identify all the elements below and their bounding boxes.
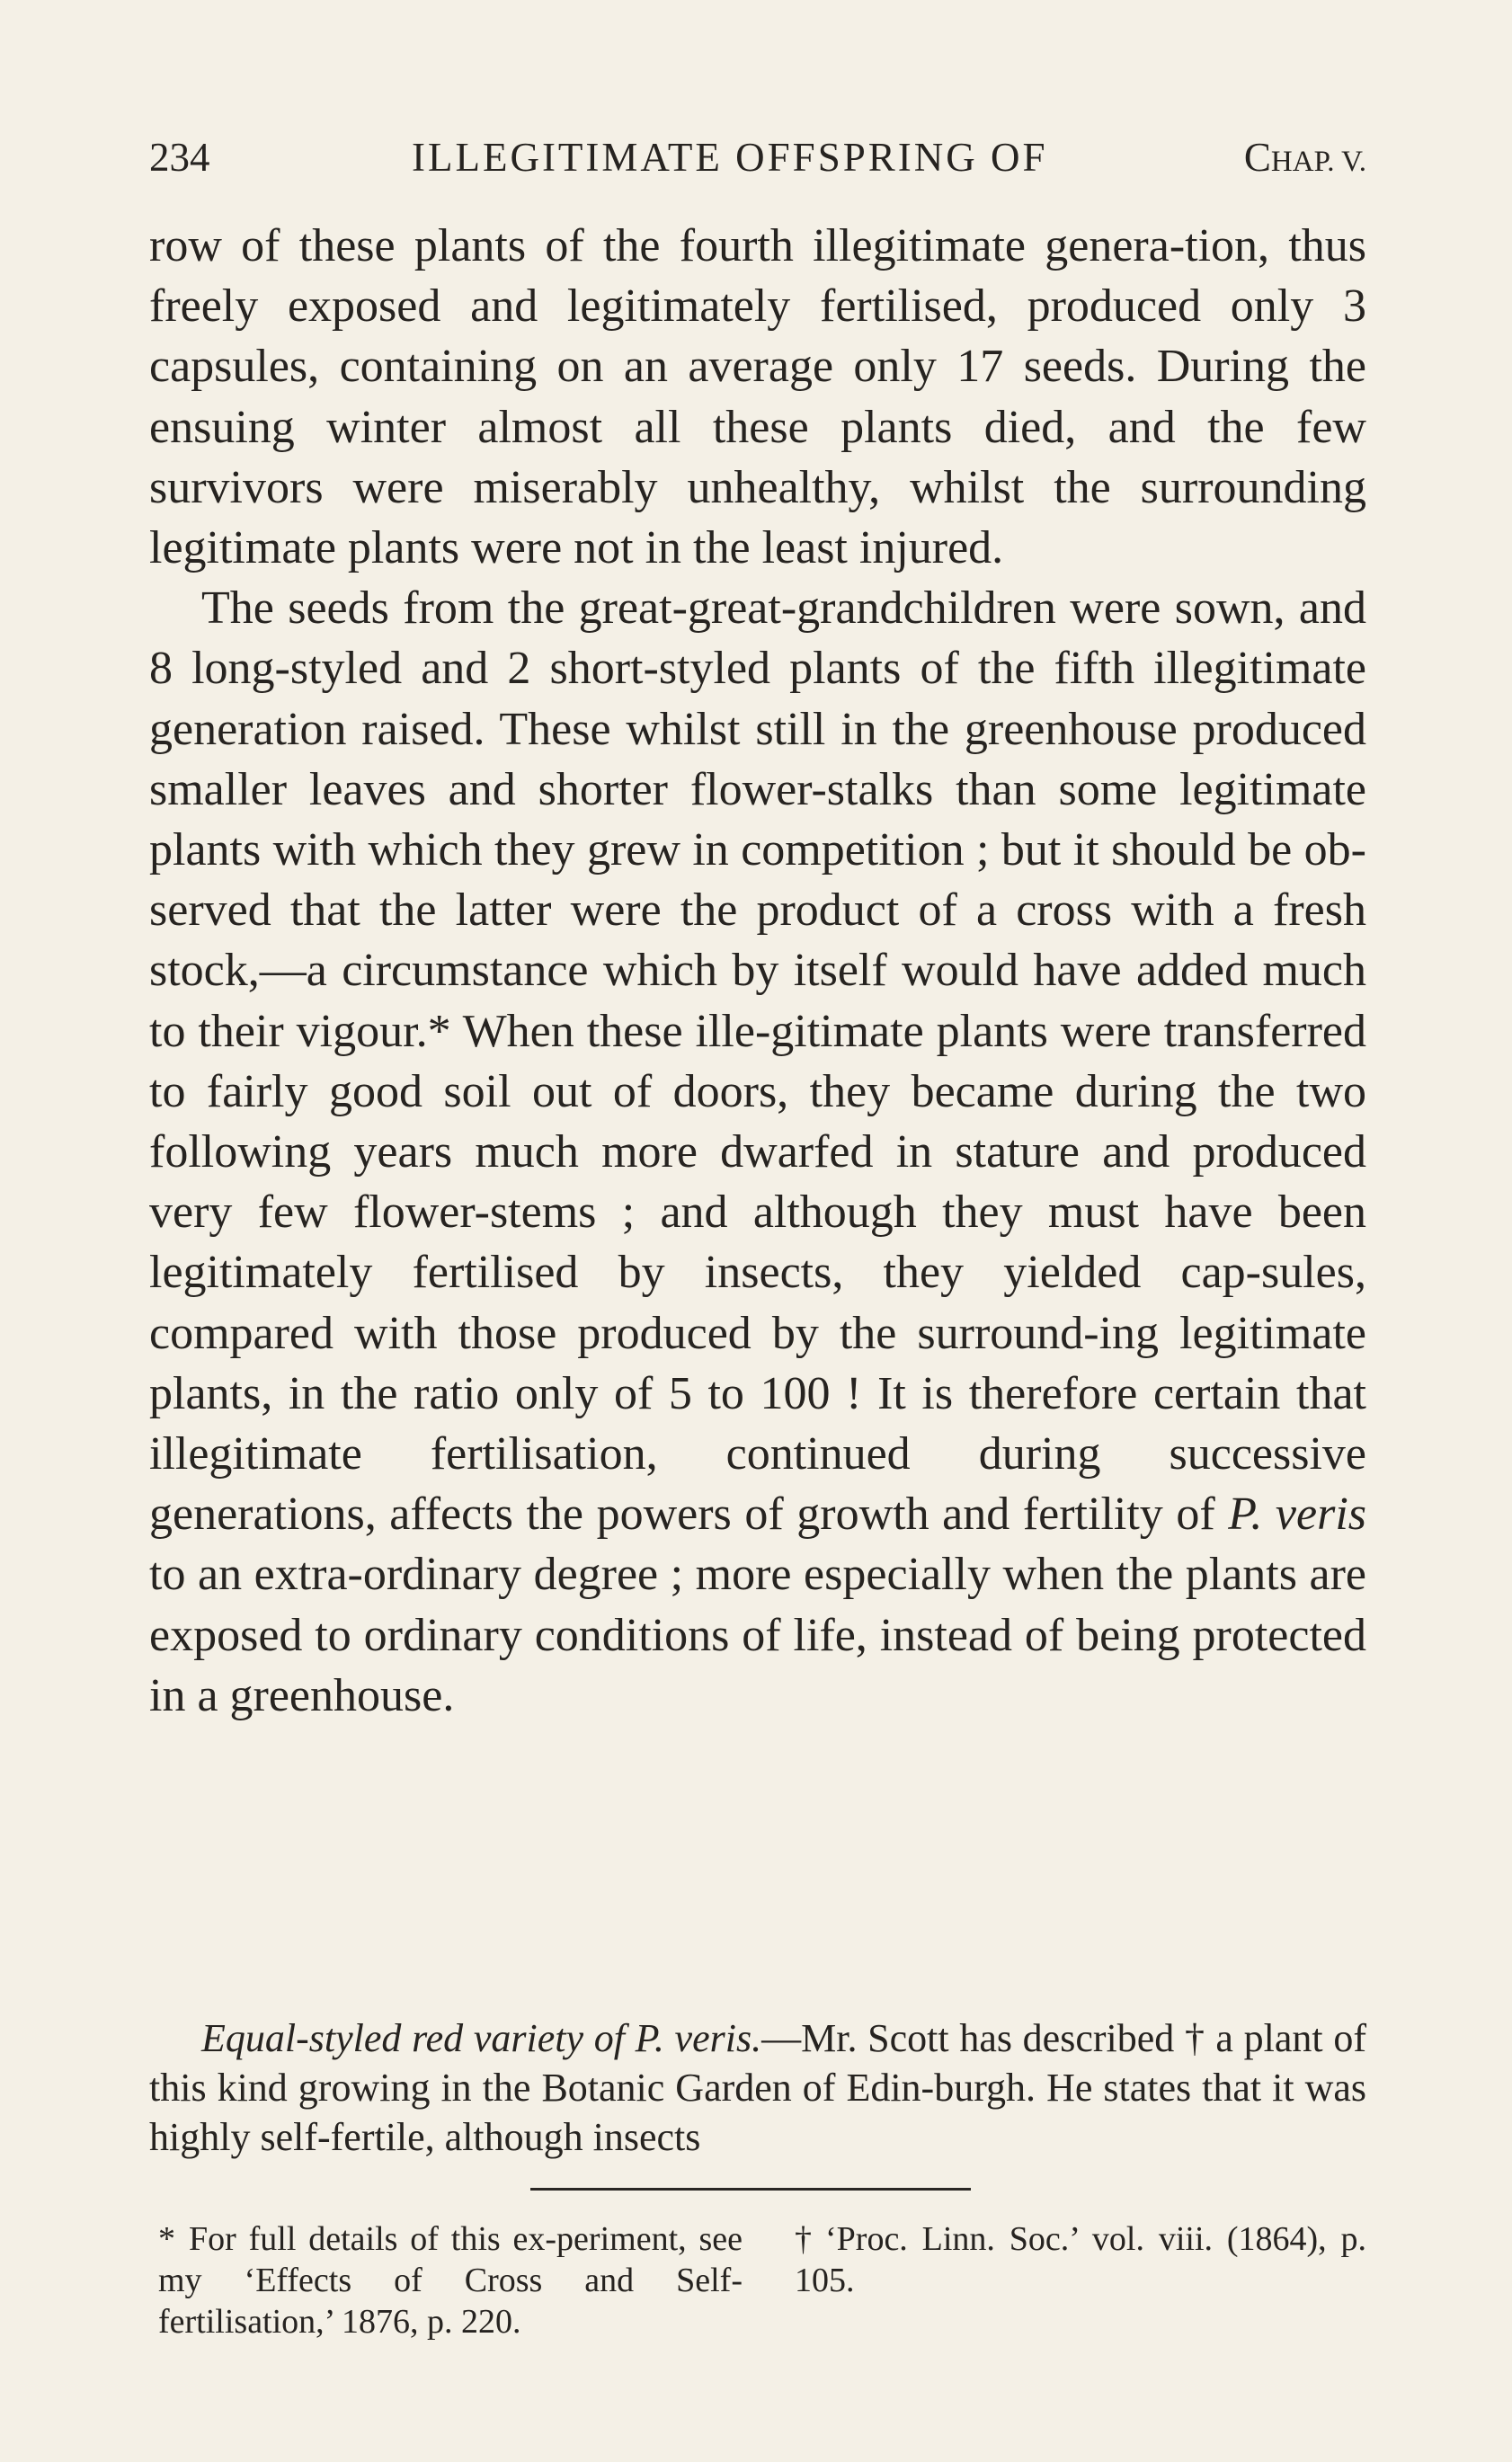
footnote-marker-asterisk: * [158, 2220, 175, 2258]
paragraph-3-text: —Mr. Scott has described † a plant of this kind growing in the Botanic Garden of Edin-burgh. He states that it was highly self-fertile, although insects [149, 2016, 1366, 2159]
footnote-right-text: ‘Proc. Linn. Soc.’ vol. viii. (1864), p. 105. [795, 2220, 1366, 2299]
paragraph-1: row of these plants of the fourth illegitimate genera-tion, thus freely exposed and legitimately fertilised, produced only 3 capsules, containing on an average only 17 seeds. During the ensuing winter almost all these plants died, and the few survivors were miserably unhealthy, whilst the surrounding legitimate plants were not in the least injured. [149, 220, 1366, 574]
paragraph-2-part-b: to an extra-ordinary degree ; more especially when the plants are exposed to ordinary conditions of life, instead of being protected in a greenhouse. [149, 1549, 1366, 1721]
paragraph-2 [149, 578, 1366, 1726]
page-number: 234 [149, 135, 210, 180]
running-head: ILLEGITIMATE OFFSPRING OF [412, 135, 1048, 180]
footnote-marker-dagger: † [795, 2220, 812, 2258]
paragraph-2-part-a: The seeds from the great-great-grandchildren were sown, and 8 long-styled and 2 short-styled plants of the fifth illegitimate generation raised. These whilst still in the greenhouse produced smaller leaves and shorter flower-stalks than some legitimate plants with which they grew in competition ; but it should be ob-served that the latter were the product of a cross with a fresh stock,—a circumstance which by itself would have added much to their vigour.* When these ille-gitimate plants were transferred to fairly good soil out of doors, they became during the two following years much more dwarfed in stature and produced very few flower-stems ; and although they must have been legitimately fertilised by insects, they yielded cap-sules, compared with those produced by the surround-ing legitimate plants, in the ratio only of 5 to 100 ! It is therefore certain that illegitimate fertilisation, continued during successive generations, affects the powers of growth and fertility of [149, 582, 1366, 1541]
footnote-left-text: For full details of this ex-periment, see my ‘Effects of Cross and Self-fertilisation,’ 1876, p. 220. [158, 2220, 743, 2341]
footnote-left [158, 2218, 743, 2342]
footnote-divider [530, 2188, 971, 2191]
chapter-rest: HAP. V. [1270, 146, 1366, 178]
footnote-right [795, 2218, 1366, 2301]
page-header [149, 126, 1366, 189]
species-name: P. veris [1228, 1489, 1367, 1541]
chapter-initial: C [1243, 135, 1271, 180]
chapter-label [1244, 126, 1366, 193]
section-heading-italic: Equal-styled red variety of P. veris. [201, 2016, 762, 2060]
main-text [149, 216, 1366, 1726]
paragraph-3 [149, 2013, 1366, 2162]
